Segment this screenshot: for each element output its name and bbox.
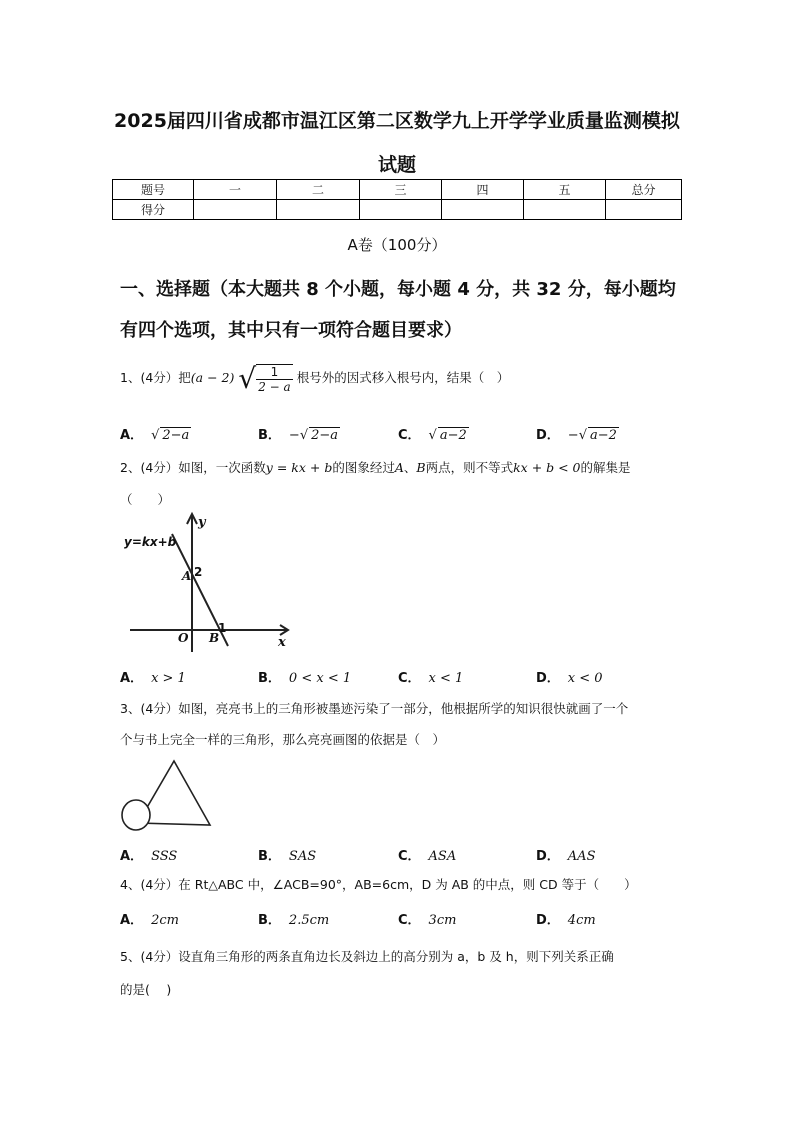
option-a[interactable]: [120, 667, 186, 686]
section-heading: 一、选择题（本大题共 8 个小题，每小题 4 分，共 32 分，每小题均: [120, 279, 676, 300]
table-header-cell: 三: [360, 180, 442, 200]
option-a[interactable]: [120, 909, 179, 928]
table-header-cell: 二: [277, 180, 360, 200]
separator: 、: [403, 460, 417, 475]
option-value: x > 1: [151, 671, 186, 686]
option-label: A．: [120, 849, 144, 864]
option-d[interactable]: [536, 845, 595, 864]
option-b[interactable]: [258, 667, 351, 686]
option-b[interactable]: [258, 845, 316, 864]
table-row: [113, 200, 682, 220]
option-label: A．: [120, 428, 144, 443]
option-value: 2.5cm: [288, 913, 330, 928]
denominator: 2 − a: [258, 379, 291, 394]
option-label: B．: [258, 428, 281, 443]
option-value: 0 < x < 1: [288, 671, 352, 686]
option-label: B．: [258, 849, 281, 864]
option-label: C．: [398, 913, 421, 928]
table-header-cell: 总分: [606, 180, 682, 200]
option-d[interactable]: [536, 667, 603, 686]
option-value: x < 1: [428, 671, 464, 686]
ink-stained-triangle-figure: [118, 755, 218, 835]
score-cell[interactable]: [606, 200, 682, 220]
option-d[interactable]: [536, 424, 619, 443]
table-header-cell: 题号: [113, 180, 194, 200]
numerator: 1: [256, 365, 292, 380]
option-label: D．: [536, 913, 560, 928]
option-value: SAS: [288, 849, 317, 864]
question-4: 4、(4分）在 Rt△ABC 中，∠ACB=90°，AB=6cm，D 为 AB 的中点，则 CD 等于（ ）: [120, 877, 637, 892]
y-axis-label: y: [198, 515, 206, 530]
option-label: D．: [536, 671, 560, 686]
option-a[interactable]: [120, 424, 191, 443]
option-radicand: a−2: [439, 428, 467, 443]
option-value: x < 0: [567, 671, 603, 686]
option-sign: −: [288, 428, 300, 443]
option-value: 4cm: [567, 913, 596, 928]
point-a-label: A: [394, 460, 404, 475]
score-cell[interactable]: [524, 200, 606, 220]
question-1-prefix: 1、(4分）把: [120, 370, 191, 385]
option-value: 2cm: [151, 913, 179, 928]
function-line-label: y=kx+b: [124, 535, 177, 549]
question-2: [120, 458, 631, 476]
point-b-graph-label: B: [209, 631, 220, 645]
table-header-cell: 一: [194, 180, 277, 200]
sqrt-symbol: √: [428, 428, 437, 443]
question-2-text: 2、(4分）如图，一次函数: [120, 460, 266, 475]
table-header-cell: 四: [442, 180, 524, 200]
score-cell[interactable]: [442, 200, 524, 220]
option-c[interactable]: [398, 845, 456, 864]
option-label: B．: [258, 671, 281, 686]
page-title: 2025届四川省成都市温江区第二区数学九上开学学业质量监测模拟: [114, 110, 680, 132]
question-2-text: 的解集是: [580, 460, 631, 475]
question-2-text: 的图象经过: [332, 460, 395, 475]
score-cell[interactable]: [277, 200, 360, 220]
table-row-label: 得分: [113, 200, 194, 220]
sqrt-symbol: √: [299, 428, 309, 443]
option-radicand: 2−a: [162, 428, 190, 443]
option-sign: −: [567, 428, 579, 443]
question-3-continued: 个与书上完全一样的三角形，那么亮亮画图的依据是（ ）: [120, 732, 446, 747]
paper-section-heading: A卷（100分）: [347, 236, 447, 254]
inequality-expression: kx + b < 0: [513, 460, 581, 475]
point-b-label: B: [416, 460, 426, 475]
option-label: C．: [398, 849, 421, 864]
option-b[interactable]: [258, 909, 329, 928]
question-5-continued: 的是( ): [120, 982, 172, 997]
option-label: D．: [536, 428, 560, 443]
option-radicand: 2−a: [311, 428, 339, 443]
option-label: C．: [398, 428, 421, 443]
linear-function-graph: [120, 508, 300, 660]
option-c[interactable]: [398, 424, 469, 443]
origin-label: O: [178, 631, 189, 645]
score-cell[interactable]: [360, 200, 442, 220]
option-radicand: a−2: [590, 428, 617, 443]
sqrt-symbol: √: [151, 428, 160, 443]
option-c[interactable]: [398, 667, 463, 686]
sqrt-symbol: √: [578, 428, 587, 443]
option-a[interactable]: [120, 845, 177, 864]
question-2-text: 两点，则不等式: [425, 460, 514, 475]
question-1-fraction: [256, 364, 292, 394]
x-axis-label: x: [278, 635, 286, 650]
option-d[interactable]: [536, 909, 596, 928]
question-1-suffix: 根号外的因式移入根号内，结果（ ）: [296, 370, 510, 385]
section-heading-continued: 有四个选项，其中只有一项符合题目要求）: [120, 320, 462, 341]
question-1: [120, 362, 509, 395]
y-intercept-tick-label: 2: [194, 565, 203, 579]
option-value: AAS: [567, 849, 596, 864]
option-value: SSS: [151, 849, 178, 864]
score-cell[interactable]: [194, 200, 277, 220]
table-row: [113, 180, 682, 200]
score-table: [112, 179, 682, 220]
option-label: A．: [120, 671, 144, 686]
function-expression: y = kx + b: [265, 460, 333, 475]
option-c[interactable]: [398, 909, 456, 928]
question-3: 3、(4分）如图，亮亮书上的三角形被墨迹污染了一部分，他根据所学的知识很快就画了一个: [120, 701, 629, 716]
option-value: ASA: [428, 849, 457, 864]
table-header-cell: 五: [524, 180, 606, 200]
option-label: C．: [398, 671, 421, 686]
question-2-answer-blank: （ ）: [120, 492, 171, 507]
option-label: D．: [536, 849, 560, 864]
sqrt-symbol: √: [238, 362, 257, 395]
option-label: B．: [258, 913, 281, 928]
option-value: 3cm: [428, 913, 457, 928]
page-title-continued: 试题: [377, 154, 416, 176]
question-1-factor: (a − 2): [190, 370, 235, 385]
option-label: A．: [120, 913, 144, 928]
question-5: 5、(4分）设直角三角形的两条直角边长及斜边上的高分别为 a，b 及 h，则下列关系正确: [120, 949, 614, 964]
ink-stain: [122, 800, 150, 830]
x-intercept-tick-label: 1: [218, 621, 227, 635]
point-a-graph-label: A: [182, 569, 192, 583]
option-b[interactable]: [258, 424, 340, 443]
